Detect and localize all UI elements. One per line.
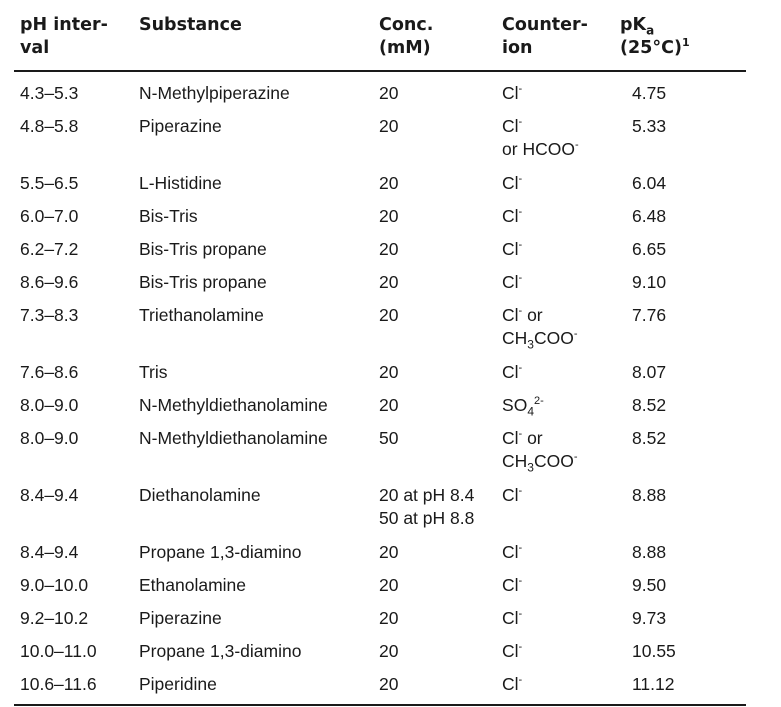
cell-substance: Propane 1,3-diamino	[139, 542, 302, 562]
conc-line: 20	[379, 239, 399, 259]
conc-line: 20	[379, 173, 399, 193]
counter-ion-line	[502, 238, 522, 261]
conc-line: 20 at pH 8.4	[379, 485, 475, 505]
ion-charge: -	[518, 272, 523, 285]
cell-substance: N-Methyldiethanolamine	[139, 395, 328, 415]
conc-line: 20	[379, 305, 399, 325]
cell-substance: Ethanolamine	[139, 575, 247, 595]
cell-concentration	[379, 427, 398, 450]
counter-ion-line	[502, 138, 579, 161]
cell-counter-ion	[502, 238, 522, 261]
cell-concentration	[379, 115, 398, 138]
cell-substance: Bis-Tris	[139, 206, 198, 226]
cell-substance: Bis-Tris propane	[139, 272, 267, 292]
table-row	[14, 238, 746, 271]
cell-counter-ion	[502, 607, 522, 630]
table-body	[14, 82, 746, 706]
cell-substance: Triethanolamine	[139, 305, 264, 325]
cell-ph-interval: 6.0–7.0	[20, 206, 79, 226]
conc-line: 50 at pH 8.8	[379, 508, 475, 528]
header-pka-line2	[620, 37, 690, 60]
cell-ph-interval: 4.8–5.8	[20, 116, 79, 136]
ion-formula: Cl	[502, 362, 519, 382]
header-conc-line2: (mM)	[379, 38, 431, 58]
cell-substance: Piperazine	[139, 116, 222, 136]
ion-formula: Cl	[502, 239, 519, 259]
cell-concentration	[379, 541, 398, 564]
counter-ion-line	[502, 172, 522, 195]
cell-substance: L-Histidine	[139, 173, 222, 193]
conc-line: 20	[379, 674, 399, 694]
counter-ion-line	[502, 640, 522, 663]
ion-formula: Cl	[502, 674, 519, 694]
header-pk-sub: a	[646, 23, 655, 38]
cell-pka: 7.76	[632, 305, 667, 325]
header-counter-line2: ion	[502, 38, 533, 58]
header-counter-ion	[502, 14, 588, 60]
ion-charge: -	[518, 173, 523, 186]
ion-formula: Cl	[502, 206, 519, 226]
cell-counter-ion	[502, 172, 522, 195]
cell-concentration	[379, 673, 398, 696]
ion-charge: -	[518, 608, 523, 621]
cell-ph-interval: 4.3–5.3	[20, 83, 79, 103]
ion-formula: Cl	[502, 485, 519, 505]
ion-formula: $SO_4$	[502, 395, 534, 419]
ion-formula: Cl	[502, 173, 519, 193]
cell-pka: 8.52	[632, 428, 667, 448]
header-pka	[620, 14, 690, 60]
ion-charge: -	[518, 116, 523, 129]
cell-counter-ion	[502, 673, 522, 696]
counter-ion-line	[502, 361, 522, 384]
header-substance	[139, 14, 242, 37]
cell-counter-ion	[502, 574, 522, 597]
table-row	[14, 427, 746, 484]
cell-concentration	[379, 82, 398, 105]
cell-ph-interval: 8.4–9.4	[20, 485, 79, 505]
cell-concentration	[379, 484, 474, 530]
cell-counter-ion	[502, 82, 522, 105]
conc-line: 20	[379, 206, 399, 226]
cell-pka: 8.07	[632, 362, 667, 382]
ion-suffix: or	[522, 305, 543, 325]
ion-formula: Cl	[502, 116, 519, 136]
ion-formula: Cl	[502, 542, 519, 562]
counter-ion-line	[502, 541, 522, 564]
conc-line: 20	[379, 116, 399, 136]
cell-counter-ion	[502, 640, 522, 663]
cell-substance: Piperazine	[139, 608, 222, 628]
counter-ion-line	[502, 427, 578, 450]
table-row	[14, 115, 746, 172]
counter-ion-line	[502, 607, 522, 630]
cell-concentration	[379, 607, 398, 630]
table-row	[14, 574, 746, 607]
cell-ph-interval: 7.3–8.3	[20, 305, 79, 325]
table-row	[14, 640, 746, 673]
conc-line: 20	[379, 575, 399, 595]
ion-formula: or HCOO	[502, 139, 575, 159]
counter-ion-line	[502, 82, 522, 105]
cell-ph-interval: 8.0–9.0	[20, 428, 79, 448]
table-row	[14, 361, 746, 394]
cell-ph-interval: 10.6–11.6	[20, 674, 97, 694]
table-row	[14, 607, 746, 640]
cell-pka: 9.73	[632, 608, 667, 628]
header-ph-interval	[20, 14, 108, 60]
ion-formula: $CH_3COO$	[502, 451, 574, 475]
table-row	[14, 541, 746, 574]
ion-formula: Cl	[502, 608, 519, 628]
header-conc	[379, 14, 433, 60]
ion-charge: -	[518, 362, 523, 375]
table-row	[14, 394, 746, 427]
ion-charge: -	[518, 428, 523, 441]
cell-ph-interval: 9.0–10.0	[20, 575, 89, 595]
cell-substance: Tris	[139, 362, 168, 382]
ion-suffix: or	[522, 428, 543, 448]
cell-pka: 5.33	[632, 116, 667, 136]
cell-concentration	[379, 394, 398, 417]
cell-ph-interval: 9.2–10.2	[20, 608, 89, 628]
cell-substance: N-Methylpiperazine	[139, 83, 290, 103]
counter-ion-line	[502, 673, 522, 696]
ion-charge: -	[518, 575, 523, 588]
cell-concentration	[379, 361, 398, 384]
counter-ion-line	[502, 115, 579, 138]
cell-counter-ion	[502, 541, 522, 564]
cell-counter-ion	[502, 115, 579, 161]
ion-formula: Cl	[502, 305, 519, 325]
cell-pka: 10.55	[632, 641, 676, 661]
ion-charge: -	[573, 451, 578, 464]
table-row	[14, 172, 746, 205]
cell-counter-ion	[502, 205, 522, 228]
cell-counter-ion	[502, 361, 522, 384]
counter-ion-line	[502, 484, 522, 507]
ion-charge: 2-	[534, 395, 544, 408]
table-row	[14, 205, 746, 238]
conc-line: 20	[379, 395, 399, 415]
buffer-table	[14, 8, 746, 706]
conc-line: 20	[379, 608, 399, 628]
header-substance-label: Substance	[139, 15, 242, 35]
conc-line: 20	[379, 272, 399, 292]
cell-pka: 9.50	[632, 575, 667, 595]
cell-counter-ion	[502, 427, 578, 473]
cell-ph-interval: 8.0–9.0	[20, 395, 79, 415]
header-pka-temp: (25°C)	[620, 38, 682, 58]
cell-ph-interval: 8.6–9.6	[20, 272, 79, 292]
counter-ion-line	[502, 205, 522, 228]
conc-line: 20	[379, 362, 399, 382]
cell-pka: 8.88	[632, 485, 667, 505]
ion-formula: $CH_3COO$	[502, 328, 574, 352]
cell-concentration	[379, 238, 398, 261]
cell-pka: 6.04	[632, 173, 667, 193]
conc-line: 50	[379, 428, 399, 448]
table-bottom-rule	[14, 704, 746, 706]
ion-charge: -	[518, 206, 523, 219]
table-row	[14, 673, 746, 706]
cell-substance: N-Methyldiethanolamine	[139, 428, 328, 448]
header-pk-text: pK	[620, 15, 647, 35]
ion-charge: -	[518, 239, 523, 252]
cell-concentration	[379, 172, 398, 195]
cell-concentration	[379, 271, 398, 294]
cell-counter-ion	[502, 271, 522, 294]
cell-ph-interval: 8.4–9.4	[20, 542, 79, 562]
ion-charge: -	[518, 542, 523, 555]
cell-ph-interval: 6.2–7.2	[20, 239, 79, 259]
header-ph-line2: val	[20, 38, 50, 58]
counter-ion-line	[502, 327, 578, 350]
cell-concentration	[379, 205, 398, 228]
header-pka-line1	[620, 14, 690, 37]
cell-ph-interval: 10.0–11.0	[20, 641, 97, 661]
cell-pka: 8.52	[632, 395, 667, 415]
cell-concentration	[379, 304, 398, 327]
cell-counter-ion	[502, 484, 522, 507]
conc-line: 20	[379, 542, 399, 562]
cell-counter-ion	[502, 304, 578, 350]
counter-ion-line	[502, 574, 522, 597]
ion-charge: -	[518, 485, 523, 498]
ion-charge: -	[573, 328, 578, 341]
conc-line: 20	[379, 641, 399, 661]
cell-substance: Piperidine	[139, 674, 217, 694]
counter-ion-line	[502, 304, 578, 327]
cell-ph-interval: 7.6–8.6	[20, 362, 79, 382]
ion-charge: -	[574, 139, 579, 152]
cell-substance: Propane 1,3-diamino	[139, 641, 302, 661]
ion-charge: -	[518, 305, 523, 318]
ion-formula: Cl	[502, 641, 519, 661]
ion-charge: -	[518, 641, 523, 654]
cell-substance: Diethanolamine	[139, 485, 261, 505]
ion-charge: -	[518, 674, 523, 687]
ion-formula: Cl	[502, 428, 519, 448]
table-row	[14, 271, 746, 304]
conc-line: 20	[379, 83, 399, 103]
header-conc-line1: Conc.	[379, 15, 434, 35]
counter-ion-line	[502, 394, 544, 417]
table-row	[14, 304, 746, 361]
ion-formula: Cl	[502, 272, 519, 292]
ion-charge: -	[518, 83, 523, 96]
cell-ph-interval: 5.5–6.5	[20, 173, 79, 193]
table-row	[14, 82, 746, 115]
cell-pka: 6.65	[632, 239, 667, 259]
table-header	[14, 8, 746, 72]
counter-ion-line	[502, 450, 578, 473]
cell-concentration	[379, 574, 398, 597]
counter-ion-line	[502, 271, 522, 294]
cell-pka: 11.12	[632, 674, 675, 694]
cell-counter-ion	[502, 394, 544, 417]
cell-pka: 8.88	[632, 542, 667, 562]
cell-pka: 9.10	[632, 272, 667, 292]
cell-pka: 6.48	[632, 206, 667, 226]
cell-substance: Bis-Tris propane	[139, 239, 267, 259]
header-counter-line1: Counter-	[502, 15, 588, 35]
ion-formula: Cl	[502, 575, 519, 595]
ion-formula: Cl	[502, 83, 519, 103]
cell-concentration	[379, 640, 398, 663]
footnote-marker: 1	[681, 36, 690, 50]
cell-pka: 4.75	[632, 83, 667, 103]
header-ph-line1: pH inter-	[20, 15, 108, 35]
table-row	[14, 484, 746, 541]
